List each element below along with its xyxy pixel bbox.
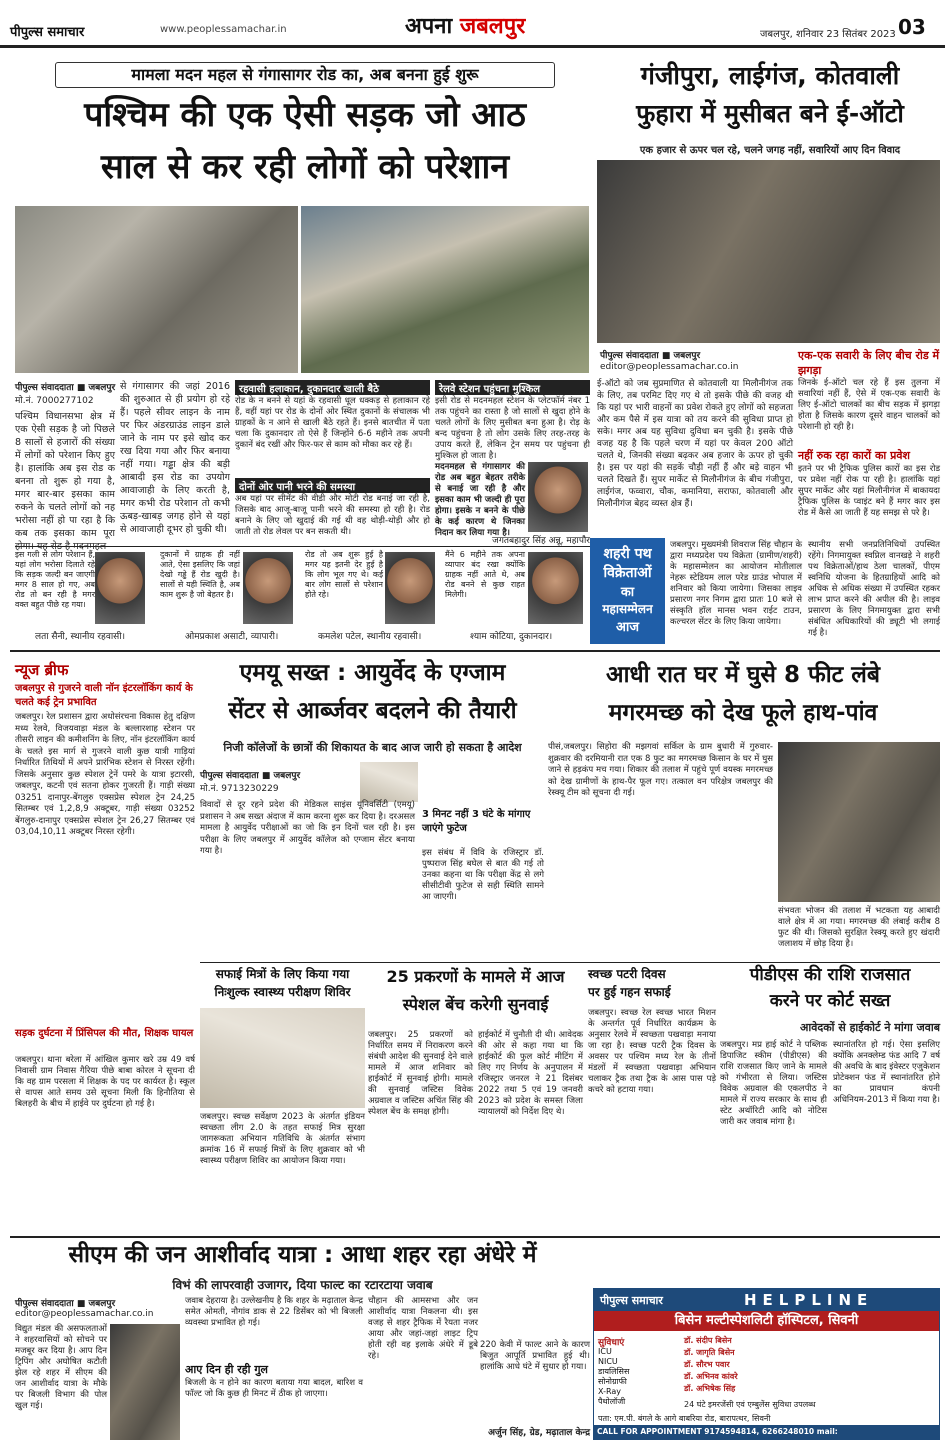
exam-photo bbox=[360, 762, 418, 802]
quote4-name: श्याम कोटिया, दुकानदार। bbox=[470, 632, 553, 642]
brief2-title: सड़क दुर्घटना में प्रिंसिपल की मौत, शिक्षक घायल bbox=[15, 1028, 194, 1039]
cm-headline: सीएम की जन आशीर्वाद यात्रा : आधा शहर रहा अंधेरे में bbox=[68, 1242, 537, 1268]
quote4-photo bbox=[528, 552, 583, 624]
pds-headline-1: पीडीएस की राशि राजसात bbox=[749, 965, 911, 985]
cm-body2: जवाब देहराया है। उल्लेखनीय है कि शहर के मढ़ाताल केन्द्र समेत ओमती, नौगांव डाक से 22 डिसेंबर को भी बिजली व्यवस्था प्रभावित हो गई। bbox=[185, 1296, 363, 1328]
road-photo-left bbox=[15, 206, 298, 373]
cm-email[interactable]: editor@peoplessamachar.co.in bbox=[15, 1309, 154, 1319]
doctor-name: डॉ. सौरभ पवार bbox=[684, 1360, 730, 1369]
eauto-photo bbox=[597, 160, 940, 343]
court-headline-1: 25 प्रकरणों के मामले में आज bbox=[386, 967, 565, 986]
croc-photo bbox=[778, 742, 940, 902]
website-url[interactable]: www.peoplessamachar.in bbox=[160, 24, 287, 35]
ad-doctors bbox=[684, 1335, 934, 1395]
vendors-line4: महासम्मेलन bbox=[602, 602, 653, 616]
health-body: जबलपुर। स्वच्छ सर्वेक्षण 2023 के अंतर्गत इंडियन स्वच्छता लीग 2.0 के तहत सफाई मित्र सुरक्षा जागरूकता अभियान गतिविधि के अंतर्गत संभाग क्रमांक 16 में सफाई मित्रों के लिए शुक्रवार को भी स्वास्थ्य परीक्षण शिविर का आयोजन किया गया। bbox=[200, 1112, 365, 1166]
road-mobile: मो.नं. 7000277102 bbox=[15, 396, 94, 406]
cm-body: विद्युत मंडल की असफलताओं ने शहरवासियों को सोचने पर मजबूर कर दिया है। आप दिन ट्रिपिंग और अघोषित कटौती झेल रहे शहर में सीएम की जन आशीर्वाद यात्रा के मौके पर बिजली विभाग की पोल खुल गई। bbox=[15, 1324, 107, 1411]
quote3-name: कमलेश पटेल, स्थानीय रहवासी। bbox=[318, 632, 422, 642]
ad-phone[interactable]: CALL FOR APPOINTMENT 9174594814, 6266248010 mail: lokeshbisen86@gmail.com bbox=[594, 1425, 939, 1439]
ad-brand: पीपुल्स समाचार bbox=[600, 1294, 663, 1307]
swachh-headline-1: स्वच्छ पटरी दिवस bbox=[588, 967, 666, 981]
road-sub2-text: अब यहां पर सीमेंट की वीडी और मोटी रोड बनाई जा रही है, जिसके बाद आजू-बाजू पानी भरने की समस्या हो रही है। रोड बनाने के लिए जो खुदाई की गई थी वह थोड़ी-थोड़ी और हो जाती तो रोड लेवल पर बन सकती थी। bbox=[235, 494, 430, 537]
road-story-kicker: मामला मदन महल से गंगासागर रोड का, अब बनना हुई शुरू bbox=[55, 62, 555, 88]
cm-photo bbox=[110, 1324, 180, 1440]
exam-sub-text: इस संबंध में विवि के रजिस्ट्रार डॉ. पुष्पराज सिंह बघेल से बात की गई तो उनका कहना था कि परीक्षा केंद्र से लगे सीसीटीवी फुटेज से सही स्थिति सामने आ जाएगी। bbox=[422, 848, 544, 902]
facility-item: X-Ray bbox=[598, 1387, 621, 1396]
eauto-headline-1: गंजीपुरा, लाईगंज, कोतवाली bbox=[640, 61, 900, 90]
section-divider-2 bbox=[200, 962, 940, 963]
eauto-body: ई-ऑटो को जब सुप्रमाणित से कोतवाली या मिलौनीगंज तक के लिए, तब परमिट दिए गए थे तो इसके पीछे की वजह थी कि यहां पर भारी वाहनों का प्रवेश रोकते हुए लोगों को सहजता और कम पैसे में इस यात्रा को तय करने की सुविधा प्राप्त हो सके। मगर अब यह सुविधा दुविधा बन चुकी है। इसके पीछे वजह यह है कि पहले चरण में यहां पर केवल 200 ऑटो चलते थे, जिनकी संख्या बढ़कर अब हजार के ऊपर हो चुकी है। इस पर यहां की सड़कें चौड़ी नहीं हैं और बड़े वाहन भी चलते दिखते हैं। सुपर मार्केट से मिलौनीगंज के बीच गंजीपुरा, लाईगंज, फव्वारा, चौक, कमानिया, सराफा, कोतवाली और मिलौनीगंज बेहद व्यस्त क्षेत्र हैं। bbox=[597, 379, 793, 509]
doctor-name: डॉ. अभिषेक सिंह bbox=[684, 1384, 736, 1393]
vendors-body: जबलपुर। मुख्यमंत्री शिवराज सिंह चौहान के द्वारा मध्यप्रदेश पथ विक्रेता (ग्रामीण/शहरी) के महासम्मेलन का आयोजन मोतीलाल नेहरू स्टेडियम लाल परेड ग्राउंड भोपाल में शनिवार को किया जायेगा। जिसका लाइव प्रसारण नगर निगम द्वारा प्रातः 10 बजे से संस्कृति हॉल मानस भवन राईट टाउन, कल्चरल सेंटर के लिए किया जायेगा। bbox=[670, 540, 802, 627]
mayor-name: जगतबहादुर सिंह अन्नू, महापौर bbox=[492, 536, 590, 546]
vendors-headline-box bbox=[590, 538, 665, 644]
court-body: जबलपुर। 25 प्रकरणों को निर्धारित समय में निराकरण करने संबंधी आदेश की सुनवाई देने वाले मामले में आज शनिवार को हाईकोर्ट में सुनवाई होगी। मामले की सुनवाई जस्टिस विवेक अग्रवाल व जस्टिस अचिंत सिंह की स्पेशल बेंच के समक्ष होगी। bbox=[368, 1030, 473, 1117]
road-quotes-divider bbox=[15, 546, 590, 547]
section-city: जबलपुर bbox=[459, 14, 526, 39]
pds-body2: स्थानांतरित हो गई। ऐसा इसलिए क्योंकि अनक्लेम्ड फंड आदि 7 वर्ष की अवधि के बाद इंवेस्टर एजुकेशन प्रोटेक्शन फंड में स्थानांतरित होने का प्रावधान कंपनी अधिनियम-2013 में किया गया है। bbox=[833, 1040, 940, 1105]
road-story-headline-1: पश्चिम की एक ऐसी सड़क जो आठ bbox=[84, 95, 526, 135]
section-divider bbox=[10, 650, 940, 652]
eauto-side-sub1-text: जिनके ई-ऑटो चल रहे हैं इस तुलना में सवारियां नहीं हैं, ऐसे में एक-एक सवारी के लिए ई-ऑटो चालकों का बीच सड़क में झगड़ा होता है जिसके कारण दूसरे वाहन चालकों को परेशानी हो रही है। bbox=[798, 378, 940, 432]
section-divider-3 bbox=[10, 1236, 940, 1238]
road-sub2-title: दोनों ओर पानी भरने की समस्या bbox=[235, 478, 430, 493]
facility-item: NICU bbox=[598, 1357, 618, 1366]
quote3-photo bbox=[385, 552, 435, 624]
road-sub1-text: रोड के न बनने से यहां के रहवासी धूल धक्कड़ से हलाकान रहे हैं, वहीं यहां पर रोड के दोनों ओर स्थित दुकानों के संचालक भी ग्राहकों के न आने से खाली बैठे रहते हैं। इनसे बातचीत में पता चला कि दुकानदार तो ऐसे हैं जिन्होंने 6-6 महीने तक अपनी दुकानें बंद रखीं और फिर-फर से काम को मौका कर रहे हैं। bbox=[235, 396, 430, 450]
pds-headline-2: करने पर कोर्ट सख्त bbox=[769, 991, 891, 1011]
brief1-text: जबलपुर। रेल प्रशासन द्वारा अधोसंरचना विकास हेतु दक्षिण मध्य रेलवे, विजयवाड़ा मंडल के बल्लारशाह स्टेशन पर तीसरी लाइन की कमीशनिंग के लिए, नॉन इंटरलॉकिंग कार्य के चलते इस मार्ग से गुजरने वाली कुछ यात्री गाड़ियां निर्धारित तिथियों में अपने प्रारंभिक स्टेशन से निरस्त रहेंगी। जिसके अनुसार कुछ स्पेशल ट्रेनें पमरे के यात्रा इटारसी, जबलपुर, कटनी एवं सतना होकर गुजरती हैं। गाड़ी संख्या 03251 दानापुर-बेंगलुरु एक्सप्रेस स्पेशल ट्रेन 24,25 सितम्बर एवं 1,2,8,9 अक्टूबर, गाड़ी संख्या 03252 बेंगलुरु-दानापुर एक्सप्रेस स्पेशल ट्रेन 26,27 सितम्बर एवं 03,04,10,11 अक्टूबर निरस्त रहेगी। bbox=[15, 712, 195, 837]
croc-caption: संभवतः भोजन की तलाश में भटकता यह आबादी वाले क्षेत्र में आ गया। मगरमच्छ की लंबाई करीब 8 फुट की थी। जिसको सुरक्षित रेस्क्यू करते हुए खंदारी जलाशय में छोड़ दिया है। bbox=[778, 906, 940, 949]
facility-item: पैथोलॉजी bbox=[598, 1397, 626, 1406]
exam-headline-2: सेंटर से आर्ब्जवर बदलने की तैयारी bbox=[228, 698, 517, 724]
exam-deck: निजी कॉलेजों के छात्रों की शिकायत के बाद आज जारी हो सकता है आदेश bbox=[223, 741, 522, 754]
quote1-photo bbox=[95, 552, 145, 624]
croc-headline-2: मगरमच्छ को देख फूले हाथ-पांव bbox=[608, 700, 878, 726]
cm-body3: चौहान की आमसभा और जन आशीर्वाद यात्रा निकलना थी। इस वजह से शहर ट्रैफिक में रैयता नजर आया और जहां-जहां लाइट ट्रिप होती रही वह इलाके अंधेरे में डूबे रहे। bbox=[368, 1296, 478, 1361]
news-brief-label: न्यूज ब्रीफ bbox=[15, 661, 69, 679]
doctor-name: डॉ. संदीप बिसेन bbox=[684, 1336, 732, 1345]
health-photo bbox=[200, 1008, 365, 1108]
facility-item: सोनोग्राफी bbox=[598, 1377, 627, 1386]
quote1-text: इस गली से लोग परेशान हैं, यहां लोग भरोसा दिलाते रहे कि सड़क जल्दी बन जाएगी मगर 8 साल हो गए, अब रोड तो बन रही है मगर वक्त बहुत पीछे रह गया। bbox=[15, 550, 95, 609]
health-headline-1: सफाई मित्रों के लिए किया गया bbox=[215, 967, 350, 981]
health-headline-2: निःशुल्क स्वास्थ्य परीक्षण शिविर bbox=[214, 985, 351, 999]
ad-hospital-name: बिसेन मल्टीस्पेशलिटी हॉस्पिटल, सिवनी bbox=[594, 1311, 939, 1331]
vendors-line1: शहरी पथ bbox=[603, 546, 652, 562]
road-sub1-title: रहवासी हलाकान, दुकानदार खाली बैठे bbox=[235, 380, 430, 395]
court-headline-2: स्पेशल बेंच करेगी सुनवाई bbox=[402, 995, 549, 1014]
cm-deck: विभं की लापरवाही उजागर, दिया फाल्ट का रटारटाया जवाब bbox=[172, 1278, 433, 1292]
eauto-headline-2: फुहारा में मुसीबत बने ई-ऑटो bbox=[636, 99, 904, 128]
facility-item: ICU bbox=[598, 1347, 612, 1356]
vendors-line2: विक्रेताओं bbox=[603, 565, 652, 581]
cm-sub-title: आए दिन ही रही गुल bbox=[185, 1363, 268, 1376]
quote2-name: ओमप्रकाश असाटी, व्यापारी। bbox=[185, 632, 279, 642]
road-sub3-title: रेलवे स्टेशन पहुंचना मुश्किल bbox=[435, 380, 590, 395]
ad-emergency: 24 घंटे इमरजेंसी एवं एम्बुलेंस सुविधा उपलब्ध bbox=[684, 1400, 816, 1409]
vendors-body2: स्थानीय सभी जनप्रतिनिधियों उपस्थित रहेंगे। निगमायुक्त स्वप्निल वानखड़े ने शहरी पथ विक्रेताओं/हाथ ठेला चालकों, पीएम स्वनिधि योजना के हितग्राहियों आदि को अधिक से अधिक संख्या में उपस्थित रहकर लाभ प्राप्त करने की अपील की है। लाइव प्रसारण के लिए निगमायुक्त द्वारा सभी संबंधित अधिकारियों की ड्यूटी भी लगाई गई है। bbox=[808, 540, 940, 638]
road-story-headline-2: साल से कर रही लोगों को परेशान bbox=[100, 147, 510, 187]
masthead bbox=[0, 0, 945, 48]
road-sub3-text: इसी रोड से मदनमहल स्टेशन के प्लेटफॉर्म नंबर 1 तक पहुंचने का रास्ता है जो सालों से खुदा होने के चलते लोगों के लिए मुसीबत बना हुआ है। रोड़ के बन्द पहुंचना है तो लोग उसके लिए तरह-तरह के उपाय करते हैं, लेकिन ट्रेन समय पर पहुंचना ही मुश्किल हो जाता है। bbox=[435, 396, 590, 461]
road-photo-right bbox=[301, 206, 589, 373]
vendors-line3: का bbox=[620, 585, 635, 600]
doctor-name: डॉ. अभिनव कांवरे bbox=[684, 1372, 738, 1381]
cm-body4: बिजली के न होने का कारण बताया गया बादल, बारिश व फॉल्ट जो कि कुछ ही मिनट में ठीक हो जाएगा। bbox=[185, 1378, 363, 1399]
eauto-side-sub1: एक-एक सवारी के लिए बीच रोड में झगड़ा bbox=[798, 349, 940, 377]
page-number: 03 bbox=[898, 15, 926, 39]
cm-byline: पीपुल्स संवाददाता ■ जबलपुर bbox=[15, 1299, 116, 1309]
road-byline: पीपुल्स संवाददाता ■ जबलपुर bbox=[15, 383, 116, 393]
exam-body: विवादों से दूर रहने प्रदेश की मेडिकल साइंस यूनिवर्सिटी (एमयू) प्रशासन ने अब सख्त अंदाज में काम करना शुरू कर दिया है। दरअसल मामला है आयुर्वेद परीक्षाओं का जो कि इन दिनों चल रही है। इस परीक्षा के लिए जबलपुर में आयुर्वेद कॉलेज को एग्जाम सेंटर बनाया गया है। bbox=[200, 800, 415, 856]
exam-headline-1: एमयू सख्त : आयुर्वेद के एग्जाम bbox=[239, 660, 506, 686]
swachh-headline-2: पर हुई गहन सफाई bbox=[588, 985, 671, 999]
eauto-byline: पीपुल्स संवाददाता ■ जबलपुर bbox=[600, 351, 701, 361]
court-body2: हाईकोर्ट में चुनौती दी थी। आवेदक की ओर से कहा गया था कि हाईकोर्ट की फुल कोर्ट मीटिंग में लिए गए निर्णय के अनुपालन में रजिस्ट्रार जनरल ने 21 दिसंबर 2022 तथा 5 एवं 19 जनवरी 2023 को प्रदेश के समस्त जिला न्यायालयों को निर्देश दिए थे। bbox=[478, 1030, 583, 1117]
mayor-photo bbox=[528, 462, 588, 532]
swachh-body: जबलपुर। स्वच्छ रेल स्वच्छ भारत मिशन के अन्तर्गत पूर्व निर्धारित कार्यक्रम के अनुसार रेलवे में स्वच्छता पखवाड़ा मनाया जा रहा है। स्वच्छ पटरी ट्रैक दिवस के अवसर पर पश्चिम मध्य रेल के तीनों मंडलों में स्वच्छता पखवाड़ा अभियान चलाकर ट्रैक तथा ट्रैक के आस पास पड़े कचरे को हटाया गया। bbox=[588, 1008, 716, 1095]
newspaper-brand: पीपुल्स समाचार bbox=[10, 25, 85, 40]
ad-facilities bbox=[598, 1347, 678, 1407]
hospital-ad[interactable] bbox=[593, 1288, 940, 1450]
quote4-text: मैंने 6 महीने तक अपना व्यापार बंद रखा क्योंकि ग्राहक नहीं आते थे, अब रोड बनने से कुछ राहत मिलेगी। bbox=[445, 550, 525, 599]
pds-body: जबलपुर। मप्र हाई कोर्ट ने पब्लिक डिपाजिट स्कीम (पीडीएस) की राशि राजसात किए जाने के मामले को गंभीरता से लिया। जस्टिस विवेक अग्रवाल की एकलपीठ ने मामले में राज्य सरकार के साथ ही स्टेट अथॉरिटी आदि को नोटिस जारी कर जवाब मांगा है। bbox=[720, 1040, 827, 1127]
eauto-deck: एक हजार से ऊपर चल रहे, चलने जगह नहीं, सवारियों आए दिन विवाद bbox=[639, 145, 901, 156]
road-body-col1: पश्चिम विधानसभा क्षेत्र में एक ऐसी सड़क है जो पिछले 8 सालों से हजारों की संख्या में लोगों को परेशान किए हुए है। हालांकि अब इस रोड क बनना तो शुरू हो गया है, मगर बार-बार इसका काम रुकने के चलते लोगों को नह भरोसा नहीं हो पा रहा है कि कब तक इसका काम पूरा bbox=[15, 411, 115, 539]
road-body-col2: से गंगासागर की जहां 2016 की शुरुआत से ही प्रयोग हो रहे हैं। पहले सीवर लाइन के नाम पर फिर अंडरग्राउंड लाइन डाले जाने के नाम पर इसे खोद कर रख दिया गया और फिर बनाया नहीं गया। गड्ढा क्षेत्र की बड़ी आबादी इस रोड का उपयोग आवाजाही के लिए करती है, मगर कभी रोड परेशान तो कभी ऊबड़-खाबड़ जगह होने से यहां से आवाजाही दूभर हो चुकी थी। bbox=[120, 381, 230, 535]
eauto-side-sub2: नहीं रुक रहा कारों का प्रवेश bbox=[798, 449, 910, 462]
cm-quote-name: अर्जुन सिंह, ग्रेड, मढ़ाताल केन्द्र bbox=[488, 1428, 590, 1438]
eauto-side-sub2-text: इतने पर भी ट्रैफिक पुलिस कारों का इस रोड पर प्रवेश नहीं रोक पा रही है। हालांकि यहां सुपर मार्केट और यहां मिलौनीगंज में बाकायदा ट्रैफिक पुलिस के प्वाइंट बने हैं मगर कार इस रोड में कैसे आ जाती हैं यह समझ से परे है। bbox=[798, 464, 940, 518]
quote3-text: रोड तो अब शुरू हुई है मगर यह इतनी देर हुई है कि लोग भूल गए थे। कई बार लोग सालों से परेशान होते रहे। bbox=[305, 550, 383, 599]
section-title bbox=[405, 10, 525, 40]
croc-body: पीसं,जबलपुर। सिहोरा की मझगवां सर्किल के ग्राम बुधारी में गुरुवार-शुक्रवार की दरमियानी रात एक 8 फुट का मगरमच्छ किसान के घर में घुस जाने से हड़कंप मच गया। शिकार की तलाश में पहुंचे पूर्ण वयस्क मगरमच्छ को देख ग्रामीणों के हाथ-पैर फूल गए। तत्काल वन परिक्षेत्र जबलपुर की रेस्क्यू टीम को सूचना दी गई। bbox=[548, 742, 773, 798]
quote1-name: लता सैनी, स्थानीय रहवासी। bbox=[35, 632, 125, 642]
section-prefix: अपना bbox=[405, 14, 453, 39]
ad-address: पता: एम.पी. बंगले के आगे बाबरिया रोड, बारापत्थर, सिवनी bbox=[598, 1414, 771, 1423]
ad-facilities-label: सुविधाएं bbox=[598, 1338, 625, 1348]
exam-mobile: मो.नं. 9713230229 bbox=[200, 784, 279, 794]
croc-headline-1: आधी रात घर में घुसे 8 फीट लंबे bbox=[605, 662, 881, 688]
brief1-title: जबलपुर से गुजरने वाली नॉन इंटरलॉकिंग कार्य के चलते कई ट्रेन प्रभावित bbox=[15, 683, 193, 708]
vendors-line5: आज bbox=[616, 620, 639, 635]
brief2-text: जबलपुर। थाना बरेला में आंखिल कुमार खरे उम्र 49 वर्ष निवासी ग्राम निवास गैरिया पीछे बाबा कोरल ने सूचना दी कि वह ग्राम परसला में शिक्षक के पद पर कार्यरत है। स्कूल से वापस आते समय उसे सूचना मिली कि हिनौतिया से बिलहरी के बीच में हाईवे पर दुर्घटना हो गई है। bbox=[15, 1055, 195, 1109]
facility-item: डायलिसिस bbox=[598, 1367, 630, 1376]
eauto-email[interactable]: editor@peoplessamachar.co.in bbox=[600, 362, 739, 372]
exam-byline: पीपुल्स संवाददाता ■ जबलपुर bbox=[200, 771, 301, 781]
quote2-text: दुकानों में ग्राहक ही नहीं आते, ऐसा इसलिए कि जहां देखो गड्ढे हैं रोड खुदी है। सालों से यही स्थिति है, अब काम शुरू है जो बेहतर है। bbox=[160, 550, 240, 599]
doctor-name: डॉ. जागृति बिसेन bbox=[684, 1348, 735, 1357]
ad-top-bar bbox=[594, 1289, 939, 1311]
issue-date: जबलपुर, शनिवार 23 सितंबर 2023 bbox=[760, 29, 896, 40]
quote2-photo bbox=[243, 552, 293, 624]
pds-deck: आवेदकों से हाईकोर्ट ने मांगा जवाब bbox=[800, 1021, 940, 1034]
ad-helpline: HELPLINE bbox=[744, 1291, 874, 1309]
cm-quote: 220 केवी में फाल्ट आने के कारण बिजुत आपूर्ति प्रभावित हुई थी। हालांकि आधे घंटे में सुधार हो गया। bbox=[480, 1340, 590, 1372]
exam-sub-title: 3 मिनट नहीं 3 घंटे के मांगाए जाएंगे फुटेज bbox=[422, 809, 531, 834]
mayor-quote: मदनमहल से गंगासागर की रोड अब बहुत बेहतर तरीके से बनाई जा रही है और इसका काम भी जल्दी ही पूरा होगा। इसके न बनने के पीछे के कई कारण थे जिनका निदान कर लिया गया है। bbox=[435, 462, 525, 538]
